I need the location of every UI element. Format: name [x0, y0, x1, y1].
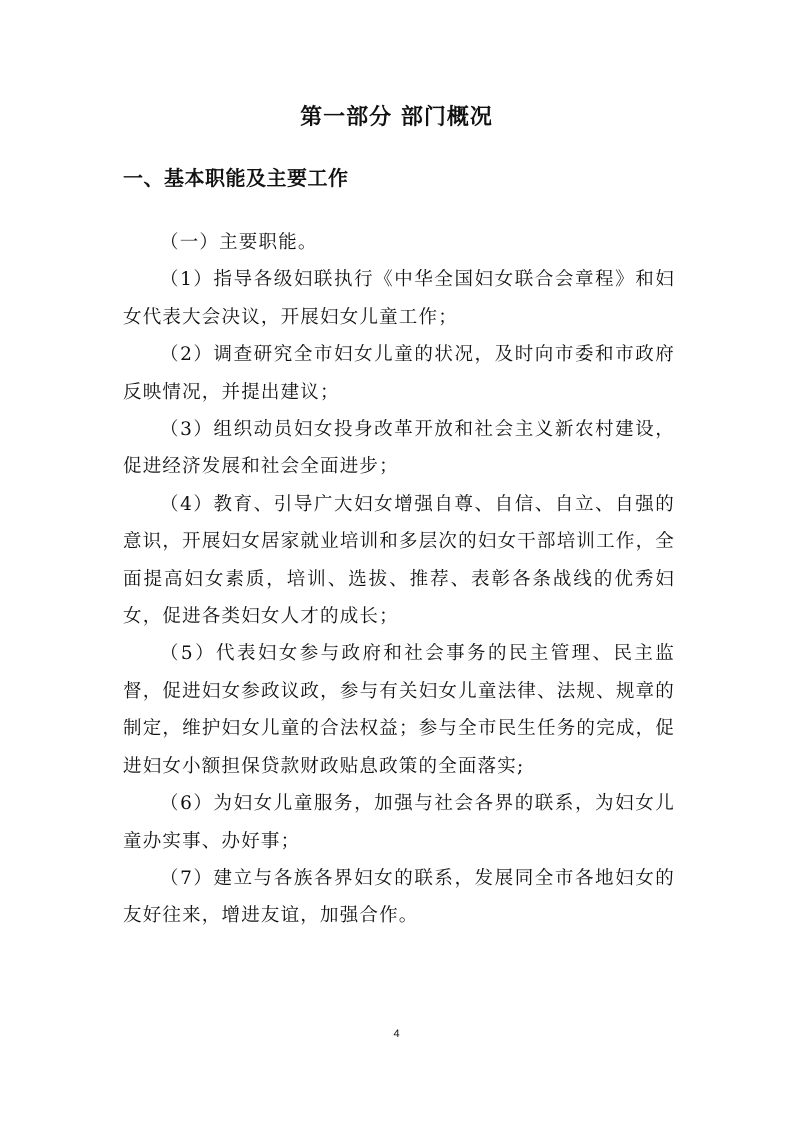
body-text [123, 224, 675, 935]
function-item-6: （6）为妇女儿童服务，加强与社会各界的联系，为妇女儿童办实事、办好事； [123, 793, 675, 852]
function-item-4: （4）教育、引导广大妇女增强自尊、自信、自立、自强的意识，开展妇女居家就业培训和多层次的妇女干部培训工作，全面提高妇女素质，培训、选拔、推荐、表彰各条战线的优秀妇女，促进各类妇女人才的成长； [123, 493, 675, 628]
function-item-7: （7）建立与各族各界妇女的联系，发展同全市各地妇女的友好往来，增进友谊，加强合作。 [123, 867, 675, 927]
page-number: 4 [393, 1028, 400, 1040]
function-item-3: （3）组织动员妇女投身改革开放和社会主义新农村建设，促进经济发展和社会全面进步； [123, 419, 675, 478]
function-item-5: （5）代表妇女参与政府和社会事务的民主管理、民主监督，促进妇女参政议政，参与有关妇女儿童法律、法规、规章的制定，维护妇女儿童的合法权益；参与全市民生任务的完成，促进妇女小额担保贷款财政贴息政策的全面落实; [123, 643, 675, 777]
part-title: 第一部分 部门概况 [300, 105, 493, 130]
function-item-2: （2）调查研究全市妇女儿童的状况，及时向市委和市政府反映情况，并提出建议； [123, 344, 675, 403]
function-item-1: （1）指导各级妇联执行《中华全国妇女联合会章程》和妇女代表大会决议，开展妇女儿童工作； [123, 269, 675, 328]
section-heading: 一、基本职能及主要工作 [123, 166, 349, 190]
subsection-heading: （一）主要职能。 [160, 232, 318, 253]
